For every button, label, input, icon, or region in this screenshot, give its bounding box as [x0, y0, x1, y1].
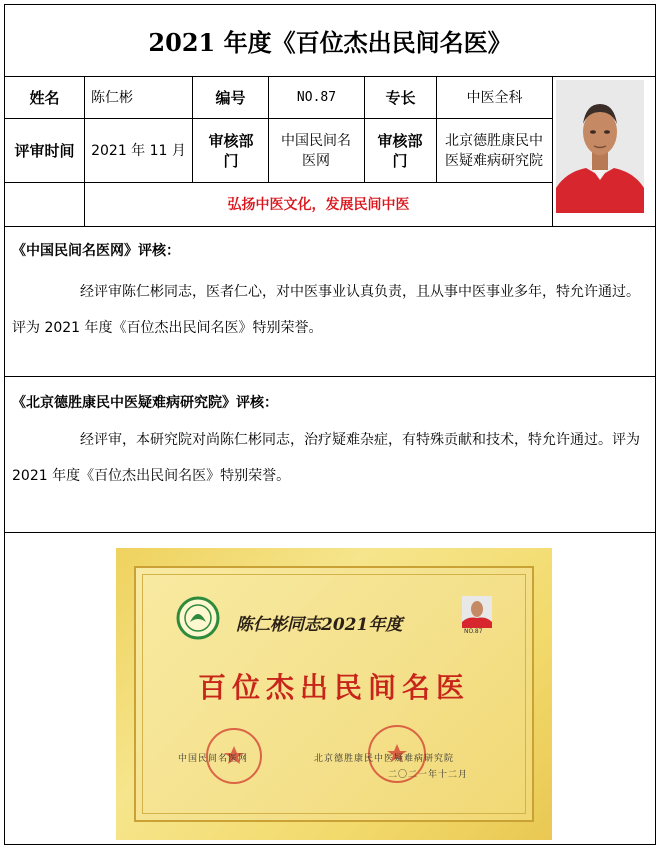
- review-heading: 《中国民间名医网》评核：: [12, 243, 180, 259]
- small-portrait-icon: [462, 596, 492, 628]
- certificate-date: 二〇二一年十二月: [388, 770, 469, 780]
- review-body: 经评审陈仁彬同志，医者仁心，对中医事业认真负责，且从事中医事业多年，特允许通过。评为 2021 年度《百位杰出民间名医》特别荣誉。: [12, 284, 640, 336]
- slogan: 弘扬中医文化，发展民间中医: [227, 196, 410, 213]
- number-label: 编号: [215, 88, 246, 107]
- portrait-icon: [556, 80, 644, 213]
- certificate-number: NO.87: [464, 628, 483, 635]
- page-title: 2021 年度《百位杰出民间名医》: [148, 27, 512, 57]
- name-value: 陈仁彬: [91, 89, 133, 106]
- eval-time-value: 2021 年 11 月: [91, 142, 186, 159]
- certificate-title: 百位杰出民间名医: [197, 671, 470, 704]
- divider: [4, 376, 656, 377]
- certificate-headline: 陈仁彬同志2021年度: [236, 615, 403, 635]
- eval-time-label: 评审时间: [14, 141, 75, 160]
- divider: [4, 532, 656, 533]
- divider: [552, 76, 553, 226]
- divider: [4, 226, 656, 227]
- doctor-photo: [556, 80, 644, 213]
- review-heading: 《北京德胜康民中医疑难病研究院》评核：: [12, 395, 278, 411]
- number-value: NO.87: [296, 89, 337, 105]
- logo-icon: [176, 596, 220, 640]
- review-body: 经评审，本研究院对尚陈仁彬同志，治疗疑难杂症，有特殊贡献和技术，特允许通过。评为 2021 年度《百位杰出民间名医》特别荣誉。: [12, 432, 640, 484]
- review-dept-value: 中国民间名医网: [281, 132, 351, 169]
- review-dept-label-2: 审核部门: [377, 131, 423, 170]
- specialty-value: 中医全科: [466, 89, 523, 106]
- specialty-label: 专长: [385, 88, 416, 107]
- review-dept-label: 审核部门: [208, 131, 254, 170]
- certificate-issuer: 中国民间名医网: [178, 754, 249, 764]
- review-dept-value-2: 北京德胜康民中医疑难病研究院: [445, 132, 543, 169]
- certificate-image: [116, 548, 552, 840]
- name-label: 姓名: [29, 88, 60, 107]
- certificate-issuer: 北京德胜康民中医疑难病研究院: [314, 754, 455, 764]
